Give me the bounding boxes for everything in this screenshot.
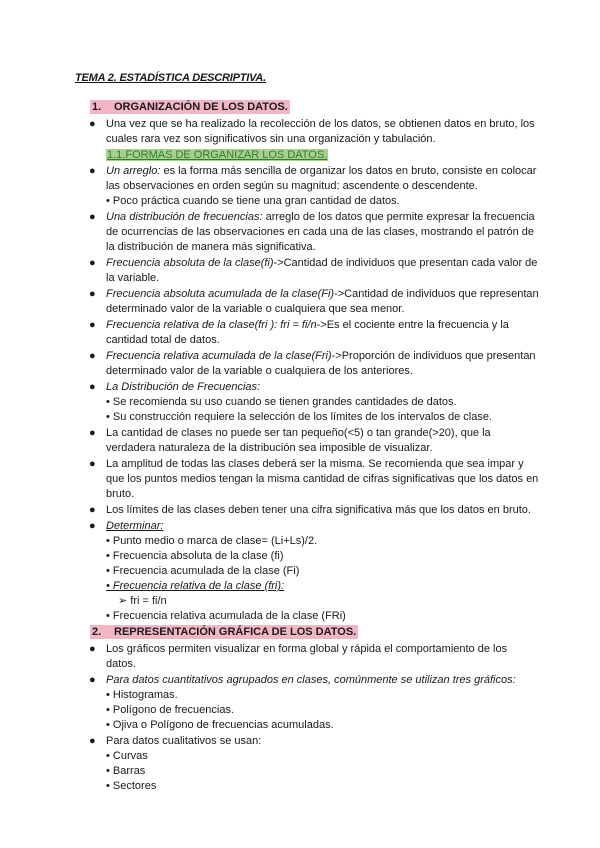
section-2-title: REPRESENTACIÓN GRÁFICA DE LOS DATOS.	[114, 626, 357, 638]
section-1-heading	[90, 100, 540, 114]
ldf-sub-1: • Se recomienda su uso cuando se tienen grandes cantidades de datos.	[106, 396, 457, 408]
bullet-icon: ●	[89, 643, 96, 655]
distribucion-label: Una distribución de frecuencias:	[106, 211, 263, 223]
cuantitativos-sub-2: • Polígono de frecuencias.	[106, 704, 234, 716]
list-item	[75, 117, 540, 163]
bullet-icon: ●	[89, 520, 96, 532]
section-1-list	[75, 117, 540, 624]
list-item	[75, 457, 540, 502]
determinar-sub-5: • Frecuencia relativa acumulada de la clase (FRi)	[106, 610, 346, 622]
fa-text: ->Cantidad de individuos que presentan cada valor de la variable.	[106, 257, 538, 284]
determinar-sub-2: • Frecuencia absoluta de la clase (fi)	[106, 550, 284, 562]
bullet-icon: ●	[89, 381, 96, 393]
list-item	[75, 256, 540, 286]
fa-label: Frecuencia absoluta de la clase(fi)	[106, 257, 274, 269]
cuantitativos-sub-3: • Ojiva o Polígono de frecuencias acumuladas.	[106, 719, 334, 731]
list-item	[75, 349, 540, 379]
list-item	[75, 426, 540, 456]
bullet-icon: ●	[89, 427, 96, 439]
bullet-icon: ●	[89, 288, 96, 300]
bullet-icon: ●	[89, 458, 96, 470]
cualitativos-label: Para datos cualitativos se usan:	[106, 735, 262, 747]
limites-text: Los límites de las clases deben tener una cifra significativa más que los datos en bruto.	[106, 504, 531, 516]
determinar-sub-3: • Frecuencia acumulada de la clase (Fi)	[106, 565, 300, 577]
arreglo-sub: • Poco práctica cuando se tiene una gran cantidad de datos.	[106, 195, 400, 207]
cuantitativos-sub-1: • Histogramas.	[106, 689, 178, 701]
bullet-icon: ●	[89, 257, 96, 269]
intro-text: Una vez que se ha realizado la recolección de los datos, se obtienen datos en bruto, los cuales rara vez son significativos sin una organización y tabulación.	[106, 118, 535, 145]
fr-label: Frecuencia relativa de la clase(fri ): fri = fi/n	[106, 319, 317, 331]
distribucion-text: arreglo de los datos que permite expresar la frecuencia de ocurrencias de las observaciones en cada una de las clases, mostrando el patrón de la distribución de manera más significativa.	[106, 211, 535, 253]
determinar-sub-4: • Frecuencia relativa de la clase (fri):	[106, 580, 285, 592]
section-2-list	[75, 642, 540, 794]
list-item	[75, 380, 540, 425]
bullet-icon: ●	[89, 118, 96, 130]
determinar-label: Determinar:	[106, 520, 164, 532]
list-item	[75, 210, 540, 255]
cuantitativos-label: Para datos cuantitativos agrupados en clases, comúnmente se utilizan tres gráficos:	[106, 674, 516, 686]
amplitud-text: La amplitud de todas las clases deberá ser la misma. Se recomienda que sea impar y que los puntos medios tengan la misma cantidad de cifras significativas que los datos en bruto.	[106, 458, 539, 500]
list-item	[75, 734, 540, 794]
section-2-number: 2.	[90, 625, 112, 639]
section-1-number: 1.	[90, 100, 112, 114]
bullet-icon: ●	[89, 504, 96, 516]
subsection-heading: 1.1.FORMAS DE ORGANIZAR LOS DATOS.	[107, 149, 328, 161]
bullet-icon: ●	[89, 350, 96, 362]
faa-text: ->Cantidad de individuos que representan determinado valor de la variable o cualquiera que sea menor.	[106, 288, 539, 315]
bullet-icon: ●	[89, 735, 96, 747]
bullet-icon: ●	[89, 165, 96, 177]
cualitativos-sub-3: • Sectores	[106, 780, 157, 792]
list-item	[75, 318, 540, 348]
cualitativos-sub-2: • Barras	[106, 765, 146, 777]
list-item	[75, 503, 540, 518]
list-item	[75, 164, 540, 209]
arreglo-label: Un arreglo:	[106, 165, 161, 177]
bullet-icon: ●	[89, 211, 96, 223]
list-item	[75, 673, 540, 733]
fra-text: ->Proporción de individuos que presentan determinado valor de la variable o cualquiera de los anteriores.	[106, 350, 536, 377]
ldf-label: La Distribución de Frecuencias:	[106, 381, 261, 393]
clases-text: La cantidad de clases no puede ser tan pequeño(<5) o tan grande(>20), que la verdadera naturaleza de la distribución sea imposible de visualizar.	[106, 427, 491, 454]
document-title: TEMA 2. ESTADÍSTICA DESCRIPTIVA.	[75, 72, 267, 84]
bullet-icon: ●	[89, 674, 96, 686]
ldf-sub-2: • Su construcción requiere la selección de los límites de los intervalos de clase.	[106, 411, 492, 423]
list-item	[75, 287, 540, 317]
arreglo-text: es la forma más sencilla de organizar los datos en bruto, consiste en colocar las observaciones en orden según su magnitud: ascendente o descendente.	[106, 165, 537, 192]
list-item	[75, 642, 540, 672]
graficos-text: Los gráficos permiten visualizar en forma global y rápida el comportamiento de los datos.	[106, 643, 508, 670]
fr-text: ->Es el cociente entre la frecuencia y la cantidad total de datos.	[106, 319, 509, 346]
section-1-title: ORGANIZACIÓN DE LOS DATOS.	[114, 101, 288, 113]
determinar-sub-1: • Punto medio o marca de clase= (Li+Ls)/2.	[106, 535, 318, 547]
faa-label: Frecuencia absoluta acumulada de la clase(Fi)	[106, 288, 335, 300]
cualitativos-sub-1: • Curvas	[106, 750, 148, 762]
list-item	[75, 519, 540, 624]
bullet-icon: ●	[89, 319, 96, 331]
fra-label: Frecuencia relativa acumulada de la clase(Fri)	[106, 350, 332, 362]
section-2-heading	[90, 625, 540, 639]
determinar-sub-4a: ➢ fri = fi/n	[118, 595, 167, 607]
